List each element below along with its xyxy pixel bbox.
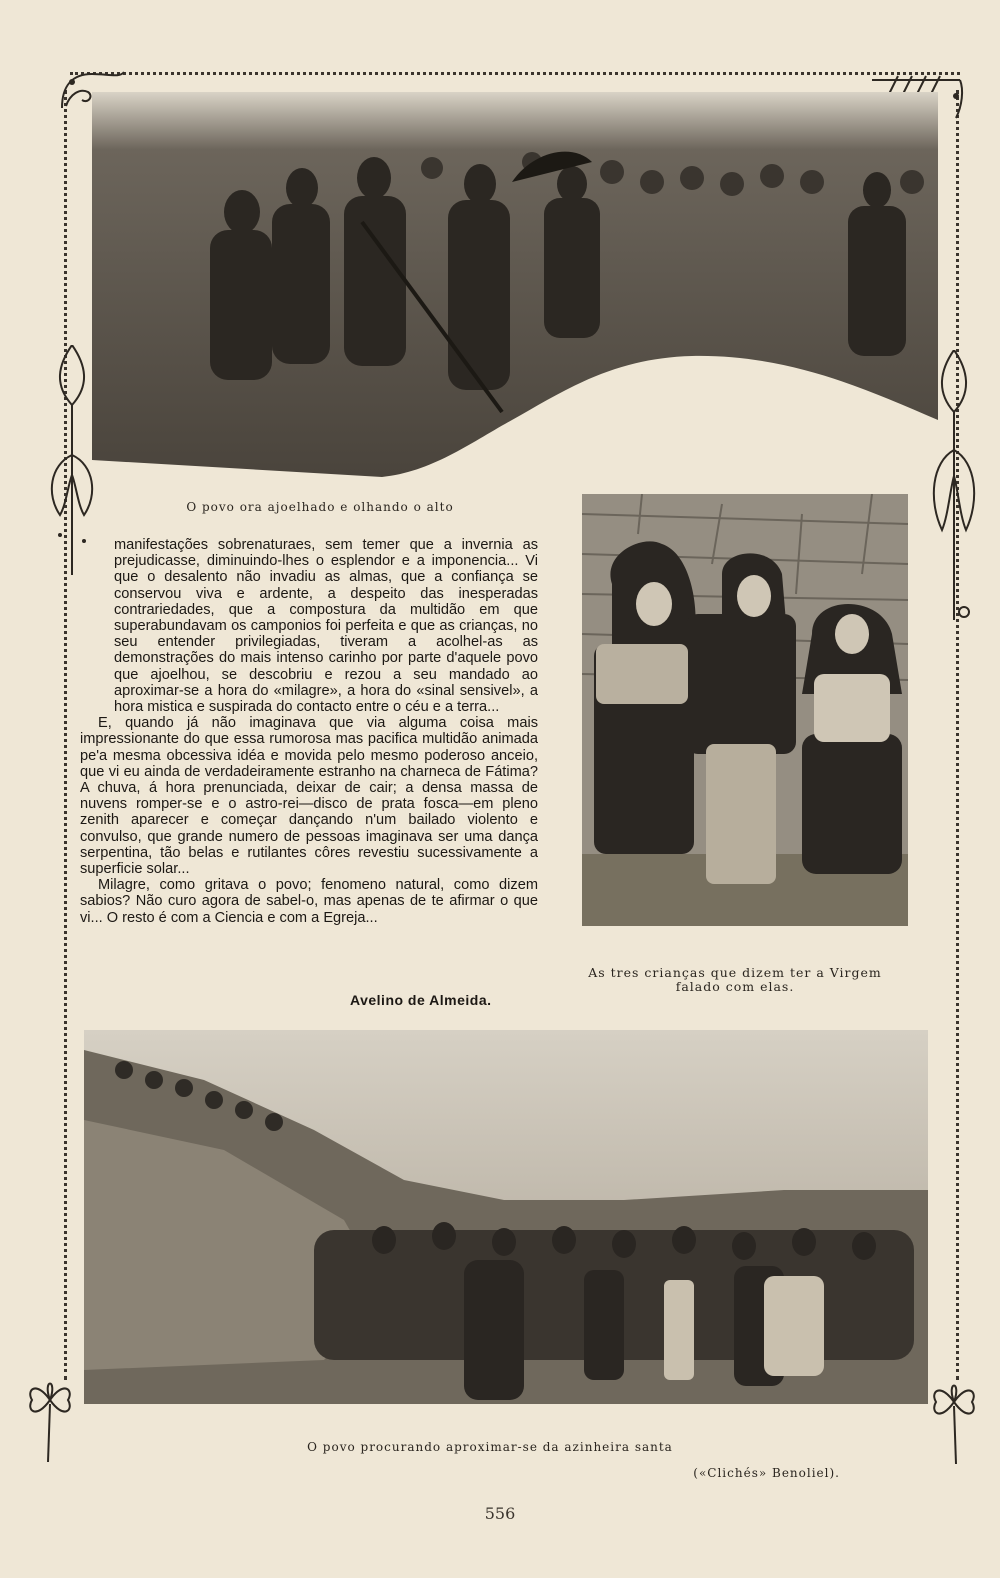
caption-three-children-line1: As tres crianças que dizem ter a Virgem [588,965,882,980]
article-paragraph: E, quando já não imaginava que via alguma coisa mais impressionante do que essa rumorosa mas pacifica multidão animada pe'a mesma obcessiva idéa e movida pelo mesmo poderoso anceio, que vi eu ainda de verdadeiramente estranho na charneca de Fátima? A chuva, á hora prenunciada, deixar de cair; a densa massa de nuvens romper-se e o astro-rei—disco de prata fosca—em pleno zenith aparecer e começar dançando n'um bailado violento e convulso, que grande numero de pessoas imaginava ser uma dança serpentina, tão belas e rutilantes côres revestiu sucessivamente a superficie solar... [80,715,538,878]
photo-kneeling-crowd [92,92,938,477]
caption-crowd-approaching-tree: O povo procurando aproximar-se da azinheira santa [307,1440,673,1454]
caption-kneeling-crowd: O povo ora ajoelhado e olhando o alto [186,500,454,514]
ornamental-border-left [64,90,67,1380]
photo-crowd-approaching-tree [84,1030,928,1404]
flower-bottom-left-icon [22,1370,78,1466]
photo-three-children [582,494,908,926]
caption-three-children [582,966,888,994]
page-number: 556 [484,1504,516,1523]
article-paragraph: manifestações sobrenaturaes, sem temer que a invernia as prejudicasse, diminuindo-lhes o esplendor e a imponencia... Vi que o desalento não invadiu as almas, que a confiança se conservou viva e ardente, a despeito das inesperadas contrariedades, que a compostura da multidão em que superabundavam os camponios foi perfeita e que as crianças, no seu entender privilegiadas, tiveram a acolhel-as as demonstrações do mais intenso carinho por parte d'aquele povo que ajoelhou, se descobriu e rezou a seu mandado ao aproximar-se a hora do «milagre», a hora do «sinal sensivel», a hora mistica e suspirada do contacto entre o céu e a terra... [114,537,538,716]
ornamental-border-top [70,72,960,75]
article-signature: Avelino de Almeida. [350,992,492,1008]
photo-credit: («Clichés» Benoliel). [693,1466,840,1480]
ornamental-border-right [956,90,959,1380]
flower-bottom-right-icon [926,1372,982,1468]
caption-three-children-line2: falado com elas. [675,979,795,994]
article-paragraph: Milagre, como gritava o povo; fenomeno natural, como dizem sabios? Não curo agora de sabel-o, mas apenas de te afirmar o que vi... O resto é com a Ciencia e com a Egreja... [80,877,538,926]
article-body [80,537,538,926]
